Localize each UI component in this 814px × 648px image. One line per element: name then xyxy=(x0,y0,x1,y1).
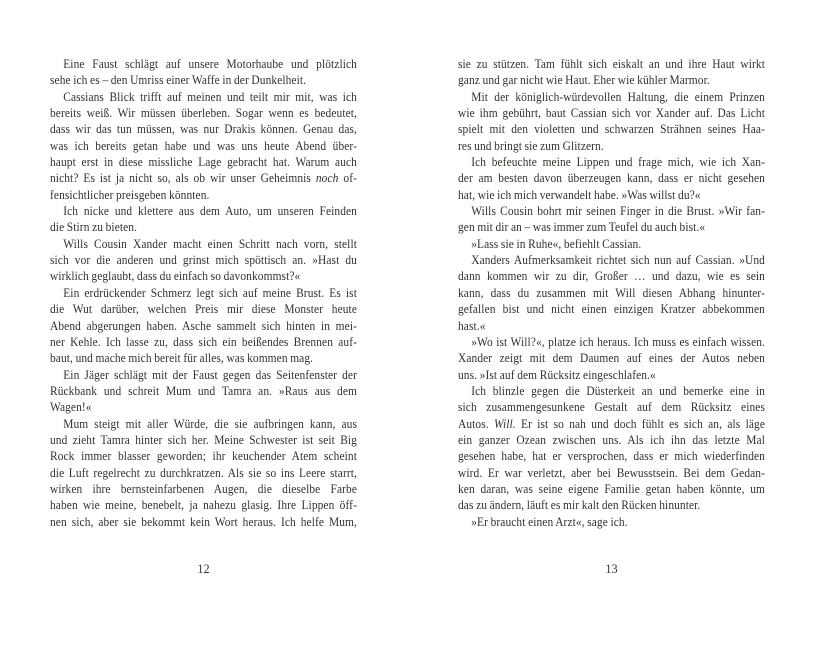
text-line xyxy=(50,481,357,497)
text-line xyxy=(50,219,357,235)
text-segment: nicht? Es ist ja nicht so, als ob wir unser Geheimnis xyxy=(50,171,316,186)
text-line xyxy=(50,367,357,383)
text-segment: Rock immer blasser geworden; ihr keuchender Atem scheint xyxy=(50,449,357,464)
text-segment: Ich nicke und klettere aus dem Auto, um unseren Feinden xyxy=(63,204,357,219)
text-line xyxy=(50,497,357,513)
text-segment: dass wir das tun müssen, was nur Drakis können. Genau das, xyxy=(50,122,357,137)
text-segment: ein ganzer Ozean zwischen uns. Als ich ihn das letzte Mal xyxy=(458,432,765,447)
text-segment: wirklich geglaubt, dass du einfach so davonkommst?« xyxy=(50,269,301,284)
italic-text-segment: Will. xyxy=(493,416,516,431)
text-segment: die Luft regelrecht zu durchkratzen. Als sie so ins Leere starrt, xyxy=(50,465,357,480)
text-line xyxy=(458,89,765,105)
text-segment: ner Kehle. Ich lasse zu, dass sich ein beißendes Brennen auf- xyxy=(50,334,357,349)
text-line xyxy=(458,399,765,415)
text-line xyxy=(50,56,357,72)
text-line xyxy=(50,318,357,334)
text-segment: das zu ändern, läuft es mir kalt den Rücken hinunter. xyxy=(458,498,701,513)
text-line xyxy=(458,154,765,170)
text-line xyxy=(50,138,357,154)
text-segment: haben wie meine, benebelt, ja nahezu glasig. Ihre Lippen öff- xyxy=(50,498,357,513)
page-number-left: 12 xyxy=(197,562,210,576)
text-line xyxy=(458,334,765,350)
text-segment: kann, dass du zusammen mit Will diesen Abhang hinunter- xyxy=(458,285,765,300)
text-segment: Ein Jäger schlägt mit der Faust gegen das Seitenfenster der xyxy=(63,367,357,382)
text-line xyxy=(50,187,357,203)
page-left-text-block xyxy=(50,56,357,530)
text-line xyxy=(50,334,357,350)
text-line xyxy=(50,154,357,170)
text-segment: gefallen bist und nicht einen einzigen Kratzer abbekommen xyxy=(458,302,765,317)
text-line xyxy=(50,350,357,366)
text-segment: Cassians Blick trifft auf meinen und teilt mir mit, was ich xyxy=(63,89,357,104)
text-segment: hat, wie ich mich verwandelt habe. »Was willst du?« xyxy=(458,187,701,202)
text-line xyxy=(458,383,765,399)
text-line xyxy=(458,105,765,121)
text-segment: dann kommen wir zu dir, Großer … und dazu, wie es sein xyxy=(458,269,765,284)
text-line xyxy=(458,481,765,497)
text-line xyxy=(50,465,357,481)
text-line xyxy=(458,138,765,154)
text-segment: Eine Faust schlägt auf unsere Motorhaube und plötzlich xyxy=(63,57,357,71)
text-segment: hast.« xyxy=(458,318,486,333)
page-right-text-block xyxy=(458,56,765,530)
text-line xyxy=(50,432,357,448)
text-segment: haupt erst in diese missliche Lage gebracht hat. Warum auch xyxy=(50,155,357,170)
text-segment: wird. Er war verletzt, aber bei Bewusstsein. Bei dem Gedan- xyxy=(458,465,765,480)
text-segment: ganz und gar nicht wie Haut. Eher wie kühler Marmor. xyxy=(458,73,710,88)
text-line xyxy=(458,170,765,186)
page-number-right: 13 xyxy=(605,562,618,576)
text-line xyxy=(458,236,765,252)
text-segment: Ich blinzle gegen die Düsterkeit an und bemerke eine in xyxy=(471,383,765,398)
text-segment: wie ihm gebührt, baut Cassian sich vor Xander auf. Das Licht xyxy=(458,106,765,121)
text-line xyxy=(458,285,765,301)
text-segment: Ein erdrückender Schmerz legt sich auf meine Brust. Es ist xyxy=(63,285,357,300)
text-line xyxy=(458,187,765,203)
text-segment: nen sich, aber sie bekommt kein Wort heraus. Ich helfe Mum, xyxy=(50,514,357,529)
text-segment: Wills Cousin Xander macht einen Schritt nach vorn, stellt xyxy=(63,236,357,251)
text-segment: wirken ihre bernsteinfarbenen Augen, die dieselbe Farbe xyxy=(50,481,357,496)
text-line xyxy=(50,72,357,88)
text-segment: sie zu stützen. Tam fühlt sich eiskalt an und ihre Haut wirkt xyxy=(458,57,765,71)
text-segment: uns. »Ist auf dem Rücksitz eingeschlafen.« xyxy=(458,367,656,382)
text-segment: Ich befeuchte meine Lippen und frage mich, wie ich Xan- xyxy=(471,155,765,170)
text-line xyxy=(50,252,357,268)
text-line xyxy=(50,268,357,284)
text-line xyxy=(458,416,765,432)
text-line xyxy=(458,497,765,513)
text-segment: Xanders Aufmerksamkeit richtet sich nun auf Cassian. »Und xyxy=(471,253,765,268)
text-segment: bereits weiß. Wir müssen überleben. Sogar wenn es bedeutet, xyxy=(50,106,357,121)
text-line xyxy=(458,203,765,219)
text-segment: of- xyxy=(338,171,357,186)
text-line xyxy=(458,465,765,481)
text-line xyxy=(458,301,765,317)
text-segment: Er ist so nah und doch fühlt es sich an, als läge xyxy=(515,416,765,431)
text-segment: baut, und mache mich bereit für alles, was kommen mag. xyxy=(50,351,314,366)
text-segment: Mum steigt mit aller Würde, die sie aufbringen kann, aus xyxy=(63,416,357,431)
text-line xyxy=(458,432,765,448)
text-segment: Mit der königlich-würdevollen Haltung, die einem Prinzen xyxy=(471,89,765,104)
text-line xyxy=(458,514,765,530)
text-line xyxy=(50,383,357,399)
text-segment: fensichtlicher preisgeben könnten. xyxy=(50,187,210,202)
text-line xyxy=(50,121,357,137)
text-segment: »Wo ist Will?«, platze ich heraus. Ich muss es einfach wissen. xyxy=(471,334,765,349)
text-segment: die Wut darüber, welchen Preis mir diese Monster heute xyxy=(50,302,357,317)
text-segment: was ich bereits getan habe und was uns heute Abend über- xyxy=(50,138,357,153)
text-line xyxy=(458,121,765,137)
text-line xyxy=(458,72,765,88)
text-segment: und zieht Tamra hinter sich her. Meine Schwester ist seit Big xyxy=(50,432,357,447)
text-segment: sehe ich es – den Umriss einer Waffe in der Dunkelheit. xyxy=(50,73,307,88)
text-line xyxy=(50,416,357,432)
text-segment: Wagen!« xyxy=(50,400,92,415)
text-line xyxy=(50,236,357,252)
text-line xyxy=(50,399,357,415)
text-line xyxy=(50,448,357,464)
text-line xyxy=(50,285,357,301)
text-segment: Wills Cousin bohrt mir seinen Finger in die Brust. »Wir fan- xyxy=(471,204,765,219)
text-segment: Abend abgerungen haben. Asche sammelt sich hinten in mei- xyxy=(50,318,357,333)
text-segment: »Er braucht einen Arzt«, sage ich. xyxy=(471,514,628,529)
text-segment: der am besten davon überzeugen kann, dass er nicht gesehen xyxy=(458,171,765,186)
text-line xyxy=(50,170,357,186)
text-line xyxy=(458,268,765,284)
text-segment: Xander zeigt mit dem Daumen auf eines der Autos neben xyxy=(458,351,765,366)
text-segment: res und bringt sie zum Glitzern. xyxy=(458,138,604,153)
text-line xyxy=(458,56,765,72)
text-line xyxy=(458,318,765,334)
text-line xyxy=(50,514,357,530)
text-segment: sich vor die anderen und grinst mich spöttisch an. »Hast du xyxy=(50,253,357,268)
text-segment: Autos. xyxy=(458,416,494,431)
text-segment: spielt mit den violetten und schwarzen Strähnen seines Haa- xyxy=(458,122,765,137)
text-line xyxy=(458,350,765,366)
text-line xyxy=(458,219,765,235)
text-line xyxy=(50,301,357,317)
text-segment: gesehen habe, hat er versprochen, dass er mich wiederfinden xyxy=(458,449,765,464)
text-line xyxy=(50,89,357,105)
text-segment: »Lass sie in Ruhe«, befiehlt Cassian. xyxy=(471,236,642,251)
text-segment: sich zusammengesunkene Gestalt auf dem Rücksitz eines xyxy=(458,400,765,415)
text-line xyxy=(458,367,765,383)
text-segment: ken daran, was seine eigene Familie getan haben könnte, um xyxy=(458,481,765,496)
text-segment: die Stirn zu bieten. xyxy=(50,220,138,235)
italic-text-segment: noch xyxy=(315,171,339,186)
text-line xyxy=(458,448,765,464)
text-line xyxy=(458,252,765,268)
text-line xyxy=(50,203,357,219)
text-segment: Rückbank und schreit Mum und Tamra an. »Raus aus dem xyxy=(50,383,357,398)
text-line xyxy=(50,105,357,121)
text-segment: gen mit dir an – was immer zum Teufel du auch bist.« xyxy=(458,220,706,235)
